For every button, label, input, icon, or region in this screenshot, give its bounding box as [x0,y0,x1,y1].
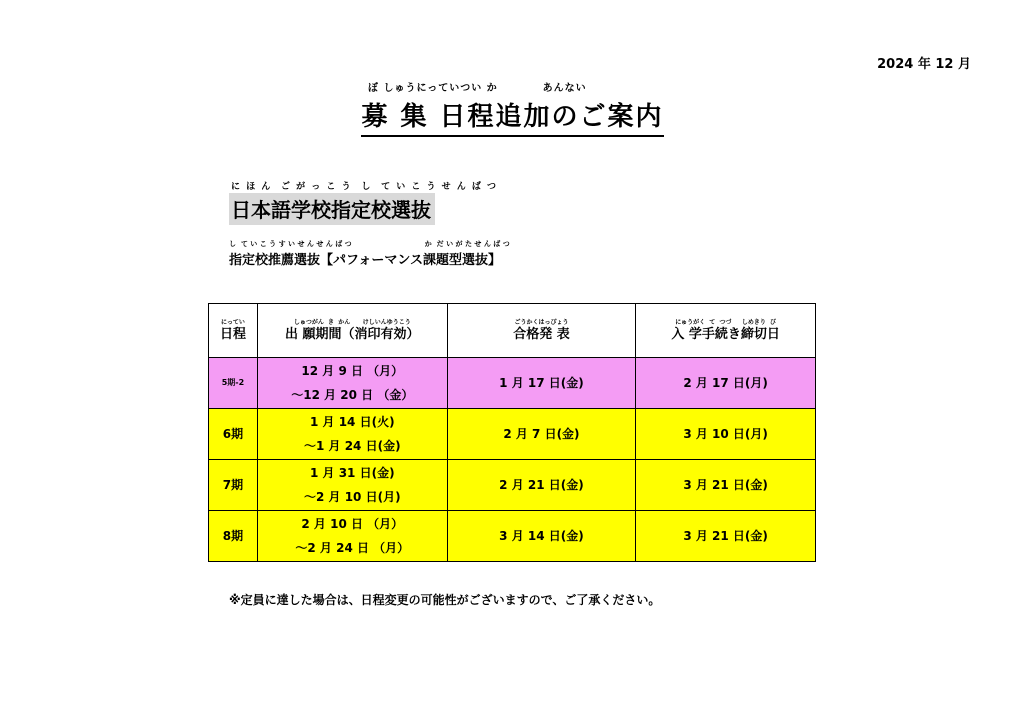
header-period-text: 出 願期間（消印有効） [285,326,420,342]
period-cell [257,409,447,460]
header-result-ruby: ごうかくはっぴょう [514,318,569,326]
header-term-text: 日程 [219,326,246,342]
header-deadline [636,304,816,358]
deadline-cell: 2 月 17 日(月) [636,358,816,409]
deadline-cell: 3 月 10 日(月) [636,409,816,460]
header-deadline-ruby: にゅうがく て つづ しめきり び [675,318,777,326]
table-row [209,511,816,562]
header-result [447,304,636,358]
table-header-row [209,304,816,358]
header-result-text: 合格発 表 [513,326,570,342]
section-title: 日本語学校指定校選抜 [229,193,435,225]
header-period [257,304,447,358]
document-date: 2024 年 12 月 [877,57,971,72]
table-row [209,409,816,460]
period-cell [257,511,447,562]
section-ruby: に ほ ん ご が っ こ う し て い こ う せ ん ば つ [231,182,498,192]
subsection-title: 指定校推薦選抜【パフォーマンス課題型選抜】 [229,253,501,268]
header-period-ruby: しゅつがん き かん けしいんゆうこう [293,318,411,326]
period-start: 12 月 9 日 （月） [301,364,404,378]
section-block [229,181,498,225]
deadline-cell: 3 月 21 日(金) [636,511,816,562]
page-title: 募 集 日程追加のご案内 [361,96,663,137]
footnote: ※定員に達した場合は、日程変更の可能性がございますので、ご了承ください。 [229,593,661,607]
period-end: ～1 月 24 日(金) [304,439,401,453]
title-block [350,82,675,137]
period-start: 1 月 14 日(火) [310,415,395,429]
result-cell: 2 月 7 日(金) [447,409,636,460]
header-deadline-text: 入 学手続き締切日 [671,326,780,342]
deadline-cell: 3 月 21 日(金) [636,460,816,511]
title-ruby: ぼ しゅうにっていつい か あんない [368,83,587,94]
subsection-ruby: し て い こ う す い せ ん せ ん ば つ か だ い が た せ ん ば つ [229,240,510,248]
header-term [209,304,258,358]
period-end: ～12 月 20 日 （金） [291,388,414,402]
result-cell: 1 月 17 日(金) [447,358,636,409]
header-term-ruby: にってい [221,318,245,326]
period-start: 2 月 10 日 （月） [301,517,404,531]
table-row [209,358,816,409]
term-cell: 8期 [209,511,258,562]
period-cell [257,460,447,511]
schedule-table [208,303,816,562]
period-end: ～2 月 10 日(月) [304,490,401,504]
subsection-block [229,240,510,268]
period-cell [257,358,447,409]
period-start: 1 月 31 日(金) [310,466,395,480]
table-row [209,460,816,511]
term-cell: 6期 [209,409,258,460]
term-cell: 5期-2 [209,358,258,409]
period-end: ～2 月 24 日 （月） [295,541,410,555]
term-cell: 7期 [209,460,258,511]
result-cell: 2 月 21 日(金) [447,460,636,511]
result-cell: 3 月 14 日(金) [447,511,636,562]
